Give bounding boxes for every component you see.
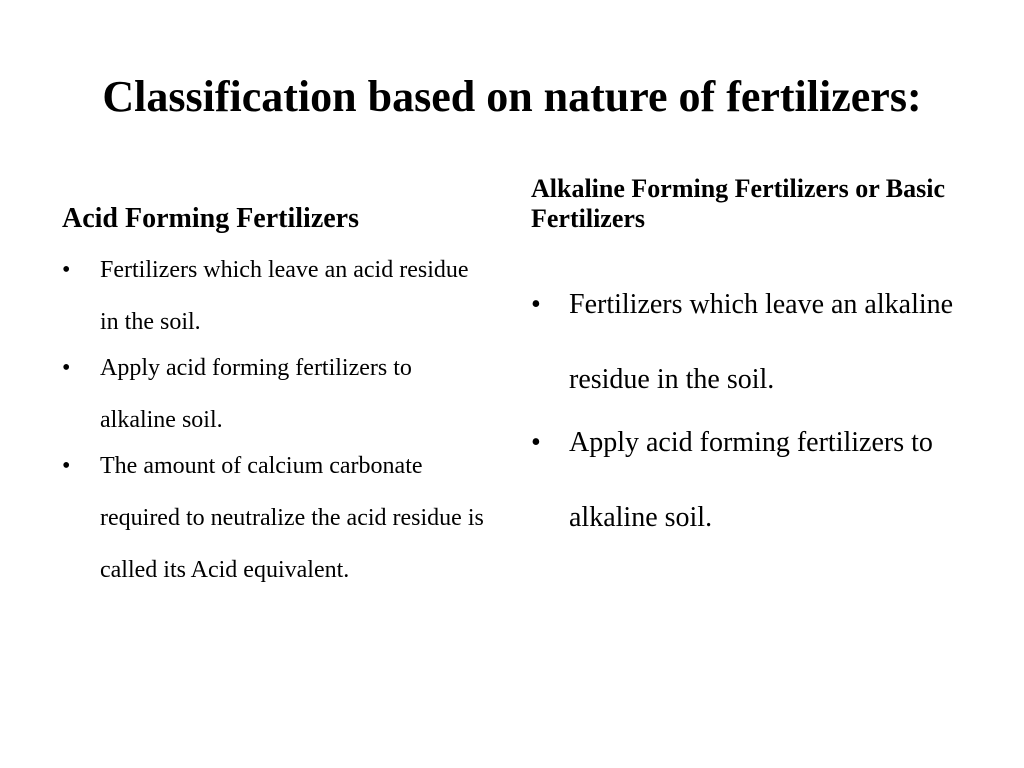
bullet-icon: • [531, 427, 541, 458]
list-item [62, 244, 492, 348]
list-item [62, 440, 492, 596]
list-item-text: Fertilizers which leave an alkaline residue in the soil. [569, 289, 954, 395]
bullet-icon: • [62, 453, 71, 479]
bullet-icon: • [62, 257, 71, 283]
list-item [531, 405, 981, 555]
slide-title: Classification based on nature of fertilizers: [102, 72, 922, 121]
list-item [62, 342, 492, 446]
right-bullet-list [531, 267, 981, 555]
left-bullet-list [62, 244, 492, 596]
list-item-text: Apply acid forming fertilizers to alkaline soil. [569, 427, 933, 533]
list-item-text: Apply acid forming fertilizers to alkaline soil. [100, 355, 412, 433]
bullet-icon: • [62, 355, 71, 381]
right-column [531, 174, 981, 563]
right-column-heading: Alkaline Forming Fertilizers or Basic Fertilizers [531, 174, 945, 233]
left-column-heading: Acid Forming Fertilizers [62, 203, 360, 234]
left-column [62, 200, 492, 602]
list-item [531, 267, 981, 417]
list-item-text: The amount of calcium carbonate required to neutralize the acid residue is called its Acid equivalent. [100, 453, 484, 583]
bullet-icon: • [531, 289, 541, 320]
list-item-text: Fertilizers which leave an acid residue in the soil. [100, 257, 469, 335]
